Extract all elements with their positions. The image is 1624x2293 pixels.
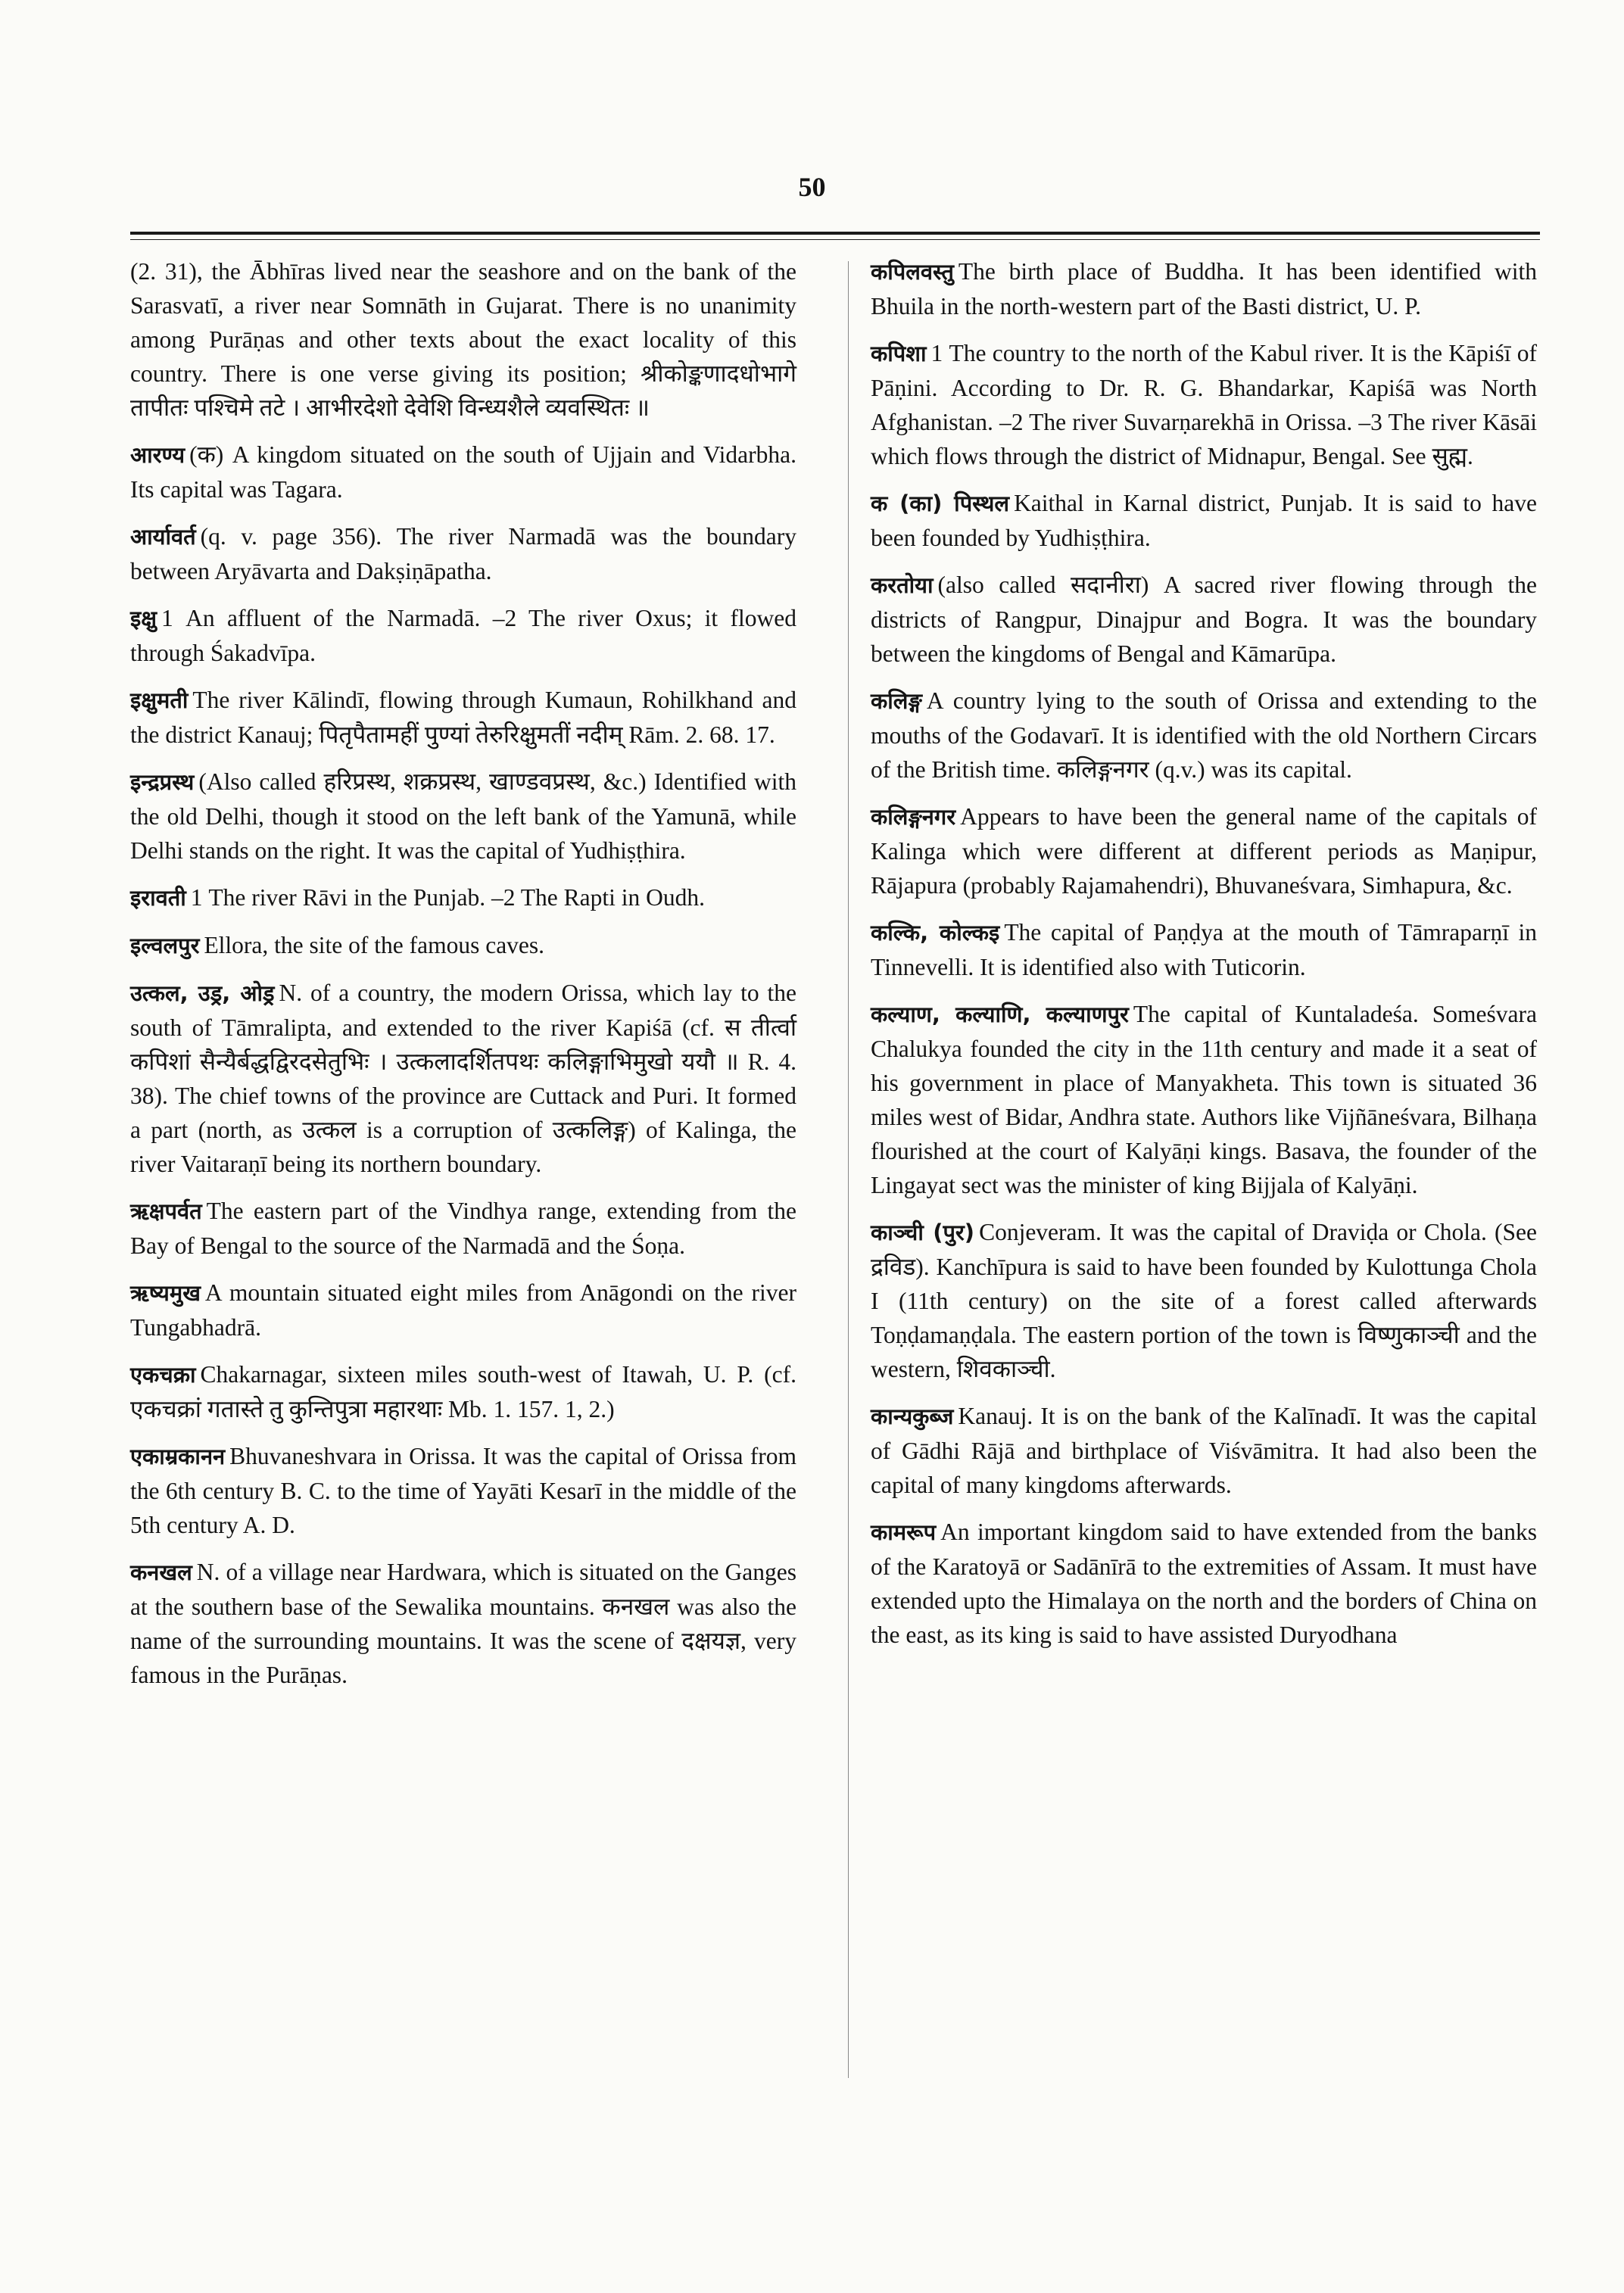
dictionary-entry — [871, 486, 1537, 555]
entry-headword: इरावती — [130, 885, 186, 911]
dictionary-entry — [130, 880, 796, 915]
dictionary-entry — [130, 976, 796, 1181]
entry-text: An important kingdom said to have extended from the banks of the Karatoyā or Sadānīrā to the extremities of Assam. It must have extended upto the Himalaya on the north and the borders of China on the east, as its king is said to have assisted Duryodhana — [871, 1519, 1537, 1648]
entry-text: The birth place of Buddha. It has been identified with Bhuila in the north-western part of the Basti district, U. P. — [871, 258, 1537, 319]
entry-text: Bhuvaneshvara in Orissa. It was the capital of Orissa from the 6th century B. C. to the time of Yayāti Kesarī in the middle of the 5th century A. D. — [130, 1443, 796, 1538]
dictionary-entry — [130, 1439, 796, 1542]
dictionary-entry — [130, 683, 796, 752]
entry-text: (Also called हरिप्रस्थ, शक्रप्रस्थ, खाण्डवप्रस्थ, &c.) Identified with the old Delhi, though it stood on the left bank of the Yamunā, while Delhi stands on the right. It was the capital of Yudhiṣṭhira. — [130, 768, 796, 864]
entry-headword: इक्षुमती — [130, 687, 189, 713]
entry-headword: कल्कि, कोल्कइ — [871, 920, 1000, 946]
page-number: 50 — [798, 172, 826, 202]
entry-text: The capital of Kuntaladeśa. Someśvara Chalukya founded the city in the 11th century and made it a seat of his government in place of Manyakheta. This town is situated 36 miles west of Bidar, Andhra state. Authors like Vijñāneśvara, Bilhaṇa flourished at the court of Kalyāṇi kings. Basava, the founder of the Lingayat sect was the minister of king Bijjala of Kalyāṇi. — [871, 1001, 1538, 1198]
entry-text: Appears to have been the general name of the capitals of Kalinga which were different at different periods as Maṇipur, Rājapura (probably Rajamahendri), Bhuvaneśvara, Simhapura, &c. — [871, 803, 1537, 899]
entry-text: 1 The country to the north of the Kabul river. It is the Kāpiśī of Pāṇini. According to Dr. R. G. Bhandarkar, Kapiśā was North Afghanistan. –2 The river Suvarṇarekhā in Orissa. –3 The river Kāsāi which flows through the district of Midnapur, Bengal. See सुह्म. — [871, 340, 1537, 469]
header-rule-thin — [130, 239, 1540, 240]
entry-text: (q. v. page 356). The river Narmadā was the boundary between Aryāvarta and Dakṣiṇāpatha. — [130, 523, 796, 584]
left-column — [130, 254, 796, 1705]
dictionary-entry — [871, 254, 1537, 323]
entry-headword: कान्यकुब्ज — [871, 1404, 954, 1429]
dictionary-entry — [871, 1399, 1537, 1502]
entry-headword: क (का) पिस्थल — [871, 491, 1010, 516]
entry-headword: कामरूप — [871, 1519, 937, 1545]
entry-headword: करतोया — [871, 572, 934, 598]
entry-headword: कलिङ्गनगर — [871, 804, 956, 830]
entry-headword: आर्यावर्त — [130, 524, 196, 550]
entry-text: Ellora, the site of the famous caves. — [204, 932, 545, 958]
dictionary-entry — [871, 684, 1537, 787]
dictionary-entry — [871, 997, 1537, 1202]
entry-headword: कपिलवस्तु — [871, 259, 954, 285]
entry-text: N. of a country, the modern Orissa, which lay to the south of Tāmralipta, and extended to the river Kapiśā (cf. स तीर्त्वा कपिशां सैन्यैर्बद्धद्विरदसेतुभिः । उत्कलादर्शितपथः कलिङ्गाभिमुखो ययौ ॥ R. 4. 38). The chief towns of the province are Cuttack and Puri. It formed a part (north, as उत्कल is a corruption of उत्कलिङ्ग) of Kalinga, the river Vaitaraṇī being its northern boundary. — [130, 980, 796, 1177]
column-divider — [848, 261, 849, 2078]
entry-headword: एकचक्रा — [130, 1362, 196, 1388]
dictionary-entry — [871, 568, 1537, 671]
entry-headword: इन्द्रप्रस्थ — [130, 769, 195, 795]
entry-headword: उत्कल, उड्र, ओड्र — [130, 980, 275, 1006]
dictionary-entry — [130, 519, 796, 588]
entry-headword: ऋष्यमुख — [130, 1280, 201, 1306]
entry-text: N. of a village near Hardwara, which is situated on the Ganges at the southern base of the Sewalika mountains. कनखल was also the name of the surrounding mountains. It was the scene of दक्षयज्ञ, very famous in the Purāṇas. — [130, 1559, 796, 1688]
dictionary-entry — [871, 336, 1537, 473]
entry-text: (2. 31), the Ābhīras lived near the seashore and on the bank of the Sarasvatī, a river near Somnāth in Gujarat. There is no unanimity among Purāṇas and other texts about the exact locality of this country. There is one verse giving its position; श्रीकोङ्कणादधोभागे तापीतः पश्चिमे तटे । आभीरदेशो देवेशि विन्ध्यशैले व्यवस्थितः ॥ — [130, 258, 796, 421]
entry-text: (also called सदानीरा) A sacred river flowing through the districts of Rangpur, Dinajpur and Bogra. It was the boundary between the kingdoms of Bengal and Kāmarūpa. — [871, 572, 1537, 667]
entry-headword: कल्याण, कल्याणि, कल्याणपुर — [871, 1002, 1129, 1027]
entry-text: A country lying to the south of Orissa and extending to the mouths of the Godavarī. It is identified with the old Northern Circars of the British time. कलिङ्गनगर (q.v.) was its capital. — [871, 687, 1537, 783]
entry-text: Kanauj. It is on the bank of the Kalīnadī. It was the capital of Gādhi Rājā and birthplace of Viśvāmitra. It had also been the capital of many kingdoms afterwards. — [871, 1403, 1537, 1498]
entry-text: 1 The river Rāvi in the Punjab. –2 The Rapti in Oudh. — [190, 884, 705, 911]
right-column — [871, 254, 1537, 1665]
entry-headword: आरण्य — [130, 442, 185, 468]
entry-headword: कपिशा — [871, 341, 927, 366]
entry-text: Chakarnagar, sixteen miles south-west of Itawah, U. P. (cf. एकचक्रां गतास्ते तु कुन्तिपुत्रा महारथाः Mb. 1. 157. 1, 2.) — [130, 1361, 796, 1422]
entry-text: A mountain situated eight miles from Anāgondi on the river Tungabhadrā. — [130, 1279, 796, 1341]
dictionary-entry — [130, 1194, 796, 1263]
entry-text: Conjeveram. It was the capital of Draviḍa or Chola. (See द्रविड). Kanchīpura is said to have been founded by Kulottunga Chola I (11th century) on the site of a forest called afterwards Toṇḍamaṇḍala. The eastern portion of the town is विष्णुकाञ्ची and the western, शिवकाञ्ची. — [871, 1219, 1537, 1382]
dictionary-entry — [130, 438, 796, 506]
entry-headword: काञ्ची (पुर) — [871, 1220, 975, 1245]
entry-headword: कलिङ्ग — [871, 688, 922, 714]
entry-headword: इक्षु — [130, 606, 157, 631]
dictionary-entry — [871, 799, 1537, 902]
entry-text: Kaithal in Karnal district, Punjab. It is said to have been founded by Yudhiṣṭhira. — [871, 490, 1537, 551]
entry-text: (क) A kingdom situated on the south of Ujjain and Vidarbha. Its capital was Tagara. — [130, 441, 796, 503]
dictionary-entry — [130, 1357, 796, 1426]
dictionary-entry — [130, 254, 796, 425]
entry-headword: कनखल — [130, 1559, 192, 1585]
dictionary-entry — [871, 1215, 1537, 1386]
dictionary-entry — [871, 1515, 1537, 1652]
entry-text: The capital of Paṇḍya at the mouth of Tāmraparṇī in Tinnevelli. It is identified also with Tuticorin. — [871, 919, 1538, 980]
entry-text: The eastern part of the Vindhya range, extending from the Bay of Bengal to the source of the Narmadā and the Śoṇa. — [130, 1198, 796, 1259]
entry-headword: ऋक्षपर्वत — [130, 1198, 202, 1224]
dictionary-entry — [130, 928, 796, 963]
dictionary-entry — [871, 915, 1537, 984]
entry-text: 1 An affluent of the Narmadā. –2 The river Oxus; it flowed through Śakadvīpa. — [130, 605, 796, 666]
entry-headword: इल्वलपुर — [130, 933, 200, 958]
header-rule-thick — [130, 232, 1540, 235]
entry-text: The river Kālindī, flowing through Kumaun, Rohilkhand and the district Kanauj; पितृपैतामहीं पुण्यां तेरुरिक्षुमतीं नदीम् Rām. 2. 68. 17. — [130, 687, 796, 748]
dictionary-entry — [130, 601, 796, 670]
dictionary-entry — [130, 765, 796, 868]
dictionary-entry — [130, 1276, 796, 1344]
dictionary-entry — [130, 1555, 796, 1692]
entry-headword: एकाम्रकानन — [130, 1444, 226, 1469]
